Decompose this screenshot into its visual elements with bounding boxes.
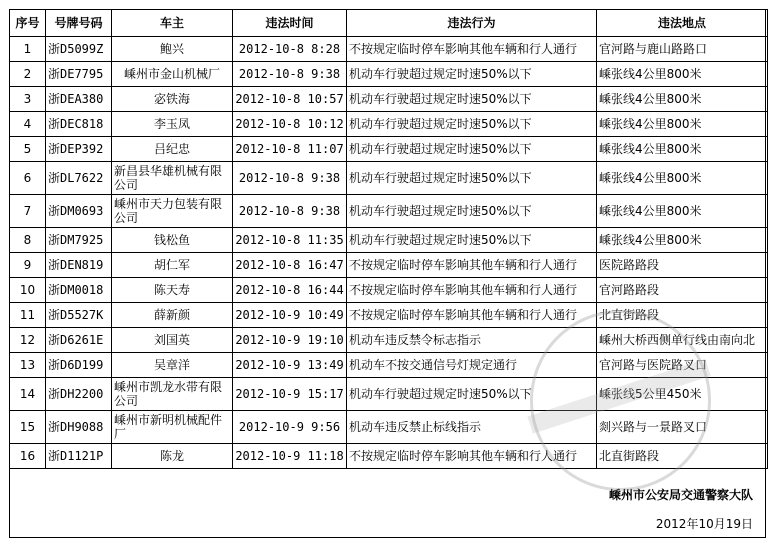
header-time: 违法时间 [233,10,347,37]
table-row [10,162,768,195]
vehicle-owner: 吴章洋 [112,353,233,378]
table-row [10,278,768,303]
vehicle-owner: 新昌县华雄机械有限公司 [112,162,233,195]
vehicle-owner: 鲍兴 [112,37,233,62]
violation-act: 机动车行驶超过规定时速50%以下 [347,62,597,87]
header-act: 违法行为 [347,10,597,37]
violation-time: 2012-10-8 8:28 [233,37,347,62]
violation-place: 医院路路段 [597,253,768,278]
vehicle-owner: 钱松鱼 [112,228,233,253]
table-row [10,253,768,278]
violation-act: 机动车行驶超过规定时速50%以下 [347,137,597,162]
table-row [10,37,768,62]
violation-place: 官河路与鹿山路路口 [597,37,768,62]
header-place: 违法地点 [597,10,768,37]
plate-number: 浙DEA380 [46,87,112,112]
violation-act: 机动车行驶超过规定时速50%以下 [347,162,597,195]
table-row [10,328,768,353]
row-number: 7 [10,195,46,228]
violation-time: 2012-10-8 9:38 [233,195,347,228]
vehicle-owner: 陈龙 [112,444,233,469]
violation-time: 2012-10-9 9:56 [233,411,347,444]
violation-place: 嵊州大桥西侧单行线由南向北 [597,328,768,353]
row-number: 8 [10,228,46,253]
table-row [10,411,768,444]
row-number: 16 [10,444,46,469]
vehicle-owner: 薛新颜 [112,303,233,328]
vehicle-owner: 胡仁军 [112,253,233,278]
violation-place: 北直街路段 [597,444,768,469]
table-row [10,378,768,411]
table-row [10,137,768,162]
row-number: 3 [10,87,46,112]
plate-number: 浙D5527K [46,303,112,328]
table-row [10,195,768,228]
row-number: 9 [10,253,46,278]
table-body [10,37,768,469]
vehicle-owner: 宓铁海 [112,87,233,112]
violation-place: 嵊张线4公里800米 [597,228,768,253]
violation-act: 不按规定临时停车影响其他车辆和行人通行 [347,253,597,278]
vehicle-owner: 嵊州市新明机械配件厂 [112,411,233,444]
violation-place: 嵊张线4公里800米 [597,137,768,162]
vehicle-owner: 嵊州市凯龙水带有限公司 [112,378,233,411]
violation-act: 机动车违反禁令标志指示 [347,328,597,353]
vehicle-owner: 李玉凤 [112,112,233,137]
plate-number: 浙D6261E [46,328,112,353]
violation-time: 2012-10-8 10:57 [233,87,347,112]
violation-place: 嵊张线4公里800米 [597,162,768,195]
violation-place: 嵊张线4公里800米 [597,87,768,112]
table-row [10,112,768,137]
violation-time: 2012-10-8 10:12 [233,112,347,137]
row-number: 15 [10,411,46,444]
vehicle-owner: 嵊州市天力包装有限公司 [112,195,233,228]
table-header-row [10,10,768,37]
plate-number: 浙DEP392 [46,137,112,162]
table-row [10,228,768,253]
table-row [10,444,768,469]
plate-number: 浙D1121P [46,444,112,469]
row-number: 11 [10,303,46,328]
violation-time: 2012-10-9 19:10 [233,328,347,353]
table-row [10,87,768,112]
plate-number: 浙DH9088 [46,411,112,444]
vehicle-owner: 吕纪忠 [112,137,233,162]
header-owner: 车主 [112,10,233,37]
violation-time: 2012-10-9 15:17 [233,378,347,411]
plate-number: 浙DH2200 [46,378,112,411]
plate-number: 浙DM0693 [46,195,112,228]
plate-number: 浙DEC818 [46,112,112,137]
table-row [10,353,768,378]
header-plate: 号牌号码 [46,10,112,37]
table-row [10,62,768,87]
vehicle-owner: 嵊州市金山机械厂 [112,62,233,87]
row-number: 6 [10,162,46,195]
header-no: 序号 [10,10,46,37]
violation-act: 机动车行驶超过规定时速50%以下 [347,87,597,112]
violation-time: 2012-10-8 9:38 [233,62,347,87]
row-number: 4 [10,112,46,137]
violation-act: 机动车违反禁止标线指示 [347,411,597,444]
violation-act: 机动车行驶超过规定时速50%以下 [347,378,597,411]
violation-time: 2012-10-9 11:18 [233,444,347,469]
violation-time: 2012-10-9 10:49 [233,303,347,328]
violation-notice-sheet [9,9,766,538]
violation-act: 机动车行驶超过规定时速50%以下 [347,195,597,228]
violation-time: 2012-10-8 11:07 [233,137,347,162]
violation-place: 官河路与医院路叉口 [597,353,768,378]
violation-table [9,9,768,469]
plate-number: 浙D6D199 [46,353,112,378]
violation-place: 嵊张线4公里800米 [597,112,768,137]
violation-time: 2012-10-8 16:44 [233,278,347,303]
violation-place: 嵊张线4公里800米 [597,195,768,228]
plate-number: 浙DM7925 [46,228,112,253]
violation-act: 不按规定临时停车影响其他车辆和行人通行 [347,37,597,62]
violation-act: 不按规定临时停车影响其他车辆和行人通行 [347,444,597,469]
table-row [10,303,768,328]
plate-number: 浙DEN819 [46,253,112,278]
vehicle-owner: 刘国英 [112,328,233,353]
vehicle-owner: 陈天寿 [112,278,233,303]
issuing-organization: 嵊州市公安局交通警察大队 [608,488,753,502]
plate-number: 浙DM0018 [46,278,112,303]
violation-place: 嵊张线4公里800米 [597,62,768,87]
plate-number: 浙DL7622 [46,162,112,195]
violation-time: 2012-10-9 13:49 [233,353,347,378]
row-number: 1 [10,37,46,62]
violation-place: 剡兴路与一景路叉口 [597,411,768,444]
row-number: 10 [10,278,46,303]
row-number: 12 [10,328,46,353]
plate-number: 浙D5099Z [46,37,112,62]
row-number: 14 [10,378,46,411]
row-number: 13 [10,353,46,378]
row-number: 5 [10,137,46,162]
row-number: 2 [10,62,46,87]
violation-act: 机动车行驶超过规定时速50%以下 [347,112,597,137]
plate-number: 浙DE7795 [46,62,112,87]
violation-place: 嵊张线5公里450米 [597,378,768,411]
violation-act: 不按规定临时停车影响其他车辆和行人通行 [347,303,597,328]
violation-place: 北直街路段 [597,303,768,328]
violation-act: 机动车不按交通信号灯规定通行 [347,353,597,378]
violation-act: 机动车行驶超过规定时速50%以下 [347,228,597,253]
violation-time: 2012-10-8 9:38 [233,162,347,195]
violation-time: 2012-10-8 11:35 [233,228,347,253]
issue-date: 2012年10月19日 [655,517,753,531]
violation-place: 官河路路段 [597,278,768,303]
violation-time: 2012-10-8 16:47 [233,253,347,278]
violation-act: 不按规定临时停车影响其他车辆和行人通行 [347,278,597,303]
